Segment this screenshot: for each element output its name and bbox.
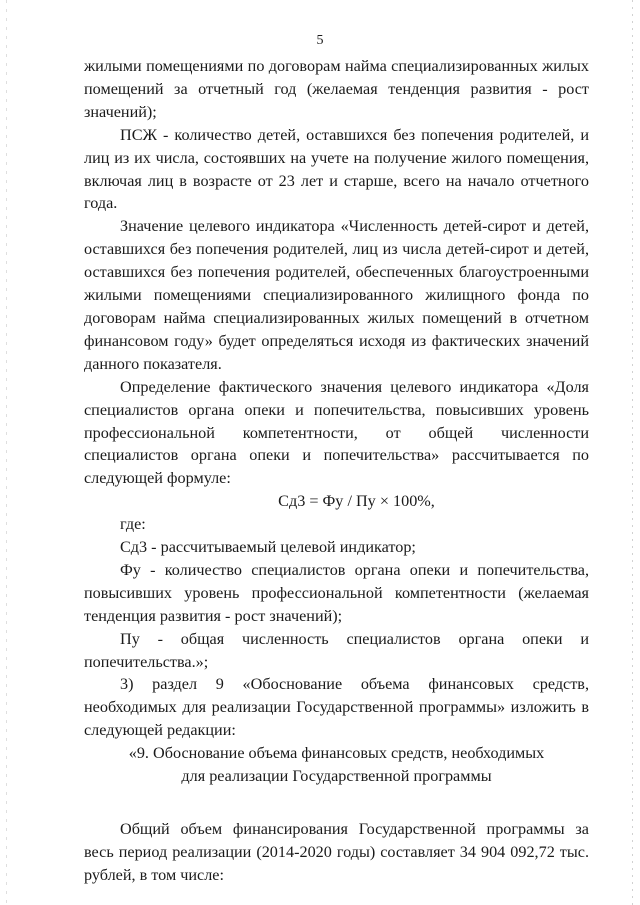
paragraph-pu-definition: Пу - общая численность специалистов органа опеки и — [120, 629, 589, 648]
document-body — [84, 55, 589, 887]
paragraph-where: где: — [120, 515, 146, 534]
section-heading-line-1: «9. Обоснование объема финансовых средств, необходимых — [128, 744, 545, 763]
paragraph-fu-definition: Фу - количество специалистов органа опеки и попечительства, повысивших уровень профессиональной компетентности (желаемая тенденция развития - рост значений); — [84, 560, 589, 625]
paragraph-section9-amendment: 3) раздел 9 «Обоснование объема финансовых средств, необходимых для реализации Государственной программы» изложить в следующей редакции: — [84, 675, 589, 740]
scan-edge-left — [6, 0, 7, 905]
formula: Сд3 = Фу / Пу × 100%, — [278, 492, 435, 511]
paragraph-total-financing: Общий объем финансирования Государственной программы за весь период реализации (2014-2020 годы) составляет 34 904 092,72 тыс. рублей, в том числе: — [84, 820, 589, 884]
scan-edge-right — [632, 0, 633, 905]
paragraph-pu-definition-end: попечительства.»; — [84, 652, 209, 671]
paragraph-continuation: жилыми помещениями по договорам найма специализированных жилых помещений за отчетный год (желаемая тенденция развития - рост значений); — [84, 57, 589, 121]
paragraph-target-indicator-value: Значение целевого индикатора «Численность детей-сирот и детей, оставшихся без попечения родителей, лиц из числа детей-сирот и детей, оставшихся без попечения родителей, обеспеченных благоустроенными жилыми помещениями специализированного жилищного фонда по договорам найма специализированных жилых помещений в отчетном финансовом году» будет определяться исходя из фактических значений данного показателя. — [84, 217, 589, 373]
paragraph-formula-intro: Определение фактического значения целевого индикатора «Доля специалистов органа опеки и попечительства, повысивших уровень профессиональной компетентности, от общей численности специалистов органа опеки и попечительства» рассчитывается по следующей формуле: — [84, 377, 589, 488]
paragraph-psj-definition: ПСЖ - количество детей, оставшихся без попечения родителей, и лиц из их числа, состоявших на учете на получение жилого помещения, включая лиц в возрасте от 23 лет и старше, всего на начало отчетного года. — [84, 125, 589, 213]
paragraph-sd3-definition: Сд3 - рассчитываемый целевой индикатор; — [120, 538, 416, 557]
page-number: 5 — [316, 33, 324, 48]
section-heading-line-2: для реализации Государственной программы — [181, 767, 492, 786]
heading-spacer — [84, 788, 589, 818]
